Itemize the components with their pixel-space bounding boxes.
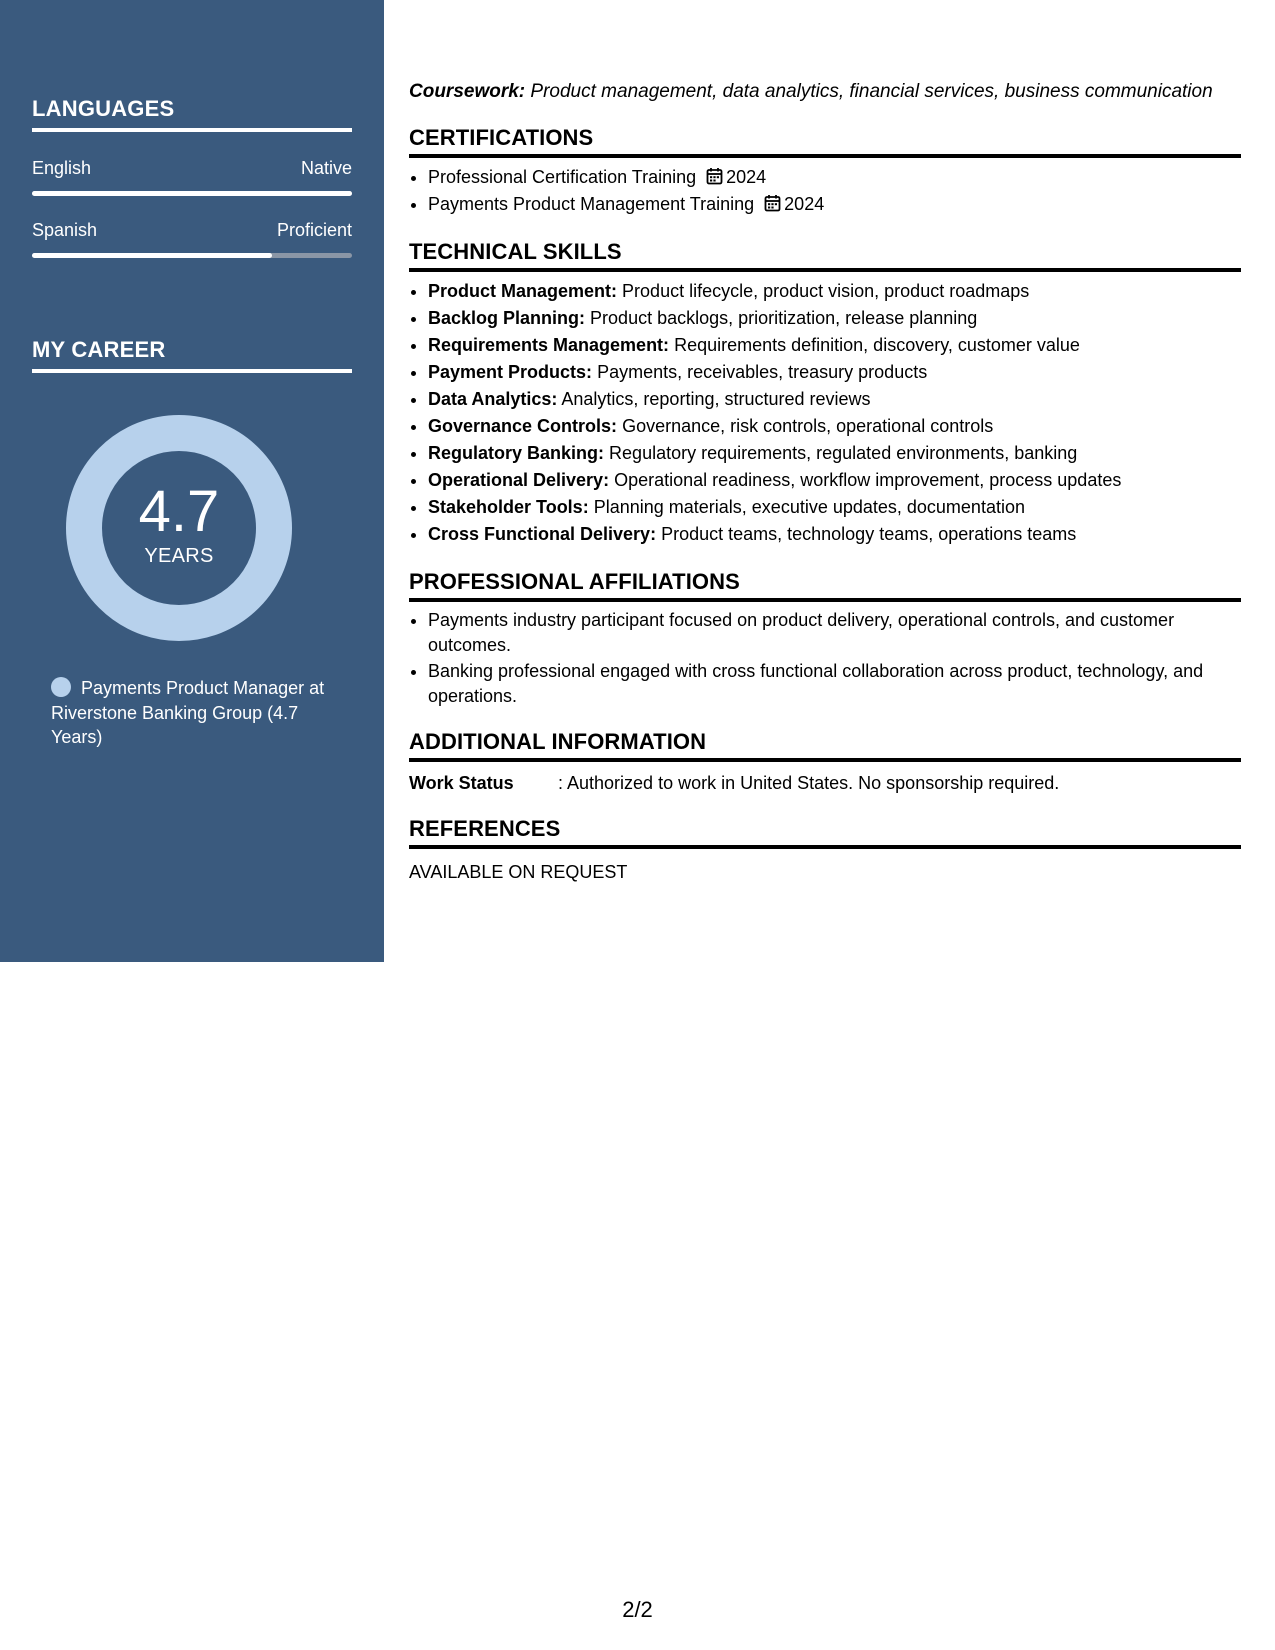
certification-year: 2024 (726, 167, 767, 187)
work-status-value: : Authorized to work in United States. No sponsorship required. (558, 773, 1060, 793)
skill-text: Requirements definition, discovery, customer value (674, 335, 1080, 355)
additional-info-heading: ADDITIONAL INFORMATION (409, 730, 1241, 762)
language-level: Proficient (276, 220, 352, 240)
affiliation-item: • Banking professional engaged with cross functional collaboration across product, technology, and operations. (428, 659, 1241, 708)
career-heading: MY CAREER (32, 337, 352, 373)
skill-label: Payment Products: (428, 362, 593, 382)
certification-name: Professional Certification Training (428, 167, 697, 187)
skill-item (428, 521, 1241, 548)
coursework-text: Product management, data analytics, financial services, business communication (530, 81, 1213, 102)
skill-text: Payments, receivables, treasury products (597, 362, 928, 382)
skill-text: Planning materials, executive updates, documentation (593, 497, 1025, 517)
affiliations-list (409, 608, 1241, 708)
language-name: Spanish (32, 220, 98, 240)
certification-item (428, 191, 1241, 218)
technical-skills-list (409, 278, 1241, 548)
skill-label: Data Analytics: (428, 389, 558, 409)
sidebar (0, 0, 384, 962)
languages-heading: LANGUAGES (32, 96, 352, 132)
career-section (32, 337, 352, 373)
page-number: 2/2 (622, 1597, 653, 1622)
skill-text: Product backlogs, prioritization, release planning (590, 308, 978, 328)
skill-text: Analytics, reporting, structured reviews (561, 389, 871, 409)
skill-label: Cross Functional Delivery: (428, 524, 657, 544)
language-level: Native (300, 158, 352, 178)
skill-text: Operational readiness, workflow improvement, process updates (614, 470, 1122, 490)
skill-item (428, 413, 1241, 440)
language-name: English (32, 158, 92, 178)
work-status-key: Work Status (409, 773, 514, 793)
language-bar-fill (32, 253, 272, 258)
career-donut-center (66, 415, 292, 641)
affiliation-item: • Payments industry participant focused on product delivery, operational controls, and customer outcomes. (428, 608, 1241, 657)
skill-label: Stakeholder Tools: (428, 497, 589, 517)
skill-item (428, 305, 1241, 332)
skill-item (428, 359, 1241, 386)
skill-label: Product Management: (428, 281, 618, 301)
language-item-spanish (32, 220, 352, 241)
skill-label: Backlog Planning: (428, 308, 586, 328)
career-donut-chart (66, 415, 292, 641)
legend-dot-icon (51, 677, 71, 697)
skill-text: Regulatory requirements, regulated environments, banking (609, 443, 1078, 463)
language-item-english (32, 158, 352, 179)
certifications-heading: CERTIFICATIONS (409, 126, 1241, 158)
references-heading: REFERENCES (409, 817, 1241, 849)
career-legend-label: Payments Product Manager at Riverstone Banking Group (4.7 Years) (51, 678, 325, 747)
work-status-row (409, 771, 1241, 795)
certification-item (428, 164, 1241, 191)
skill-label: Operational Delivery: (428, 470, 610, 490)
calendar-icon (764, 194, 781, 212)
skill-item (428, 440, 1241, 467)
skill-label: Governance Controls: (428, 416, 618, 436)
skill-label: Regulatory Banking: (428, 443, 605, 463)
skill-label: Requirements Management: (428, 335, 670, 355)
certification-name: Payments Product Management Training (428, 194, 755, 214)
technical-skills-heading: TECHNICAL SKILLS (409, 240, 1241, 272)
languages-section (32, 96, 352, 258)
career-legend (51, 676, 341, 750)
certification-year: 2024 (784, 194, 825, 214)
language-bar-fill (32, 191, 352, 196)
skill-text: Governance, risk controls, operational controls (622, 416, 994, 436)
coursework-label: Coursework: (409, 81, 526, 102)
skill-item (428, 386, 1241, 413)
certifications-list (409, 164, 1241, 218)
skill-item (428, 467, 1241, 494)
language-bar-english (32, 191, 352, 196)
skill-text: Product lifecycle, product vision, product roadmaps (622, 281, 1030, 301)
language-bar-spanish (32, 253, 352, 258)
calendar-icon (706, 167, 723, 185)
skill-text: Product teams, technology teams, operations teams (661, 524, 1077, 544)
affiliations-heading: PROFESSIONAL AFFILIATIONS (409, 570, 1241, 602)
coursework (409, 80, 1241, 104)
skill-item (428, 332, 1241, 359)
career-years-unit: YEARS (144, 544, 214, 567)
skill-item (428, 494, 1241, 521)
skill-item (428, 278, 1241, 305)
main-content (409, 80, 1241, 884)
career-total-years: 4.7 (138, 478, 220, 544)
references-text: AVAILABLE ON REQUEST (409, 862, 628, 882)
